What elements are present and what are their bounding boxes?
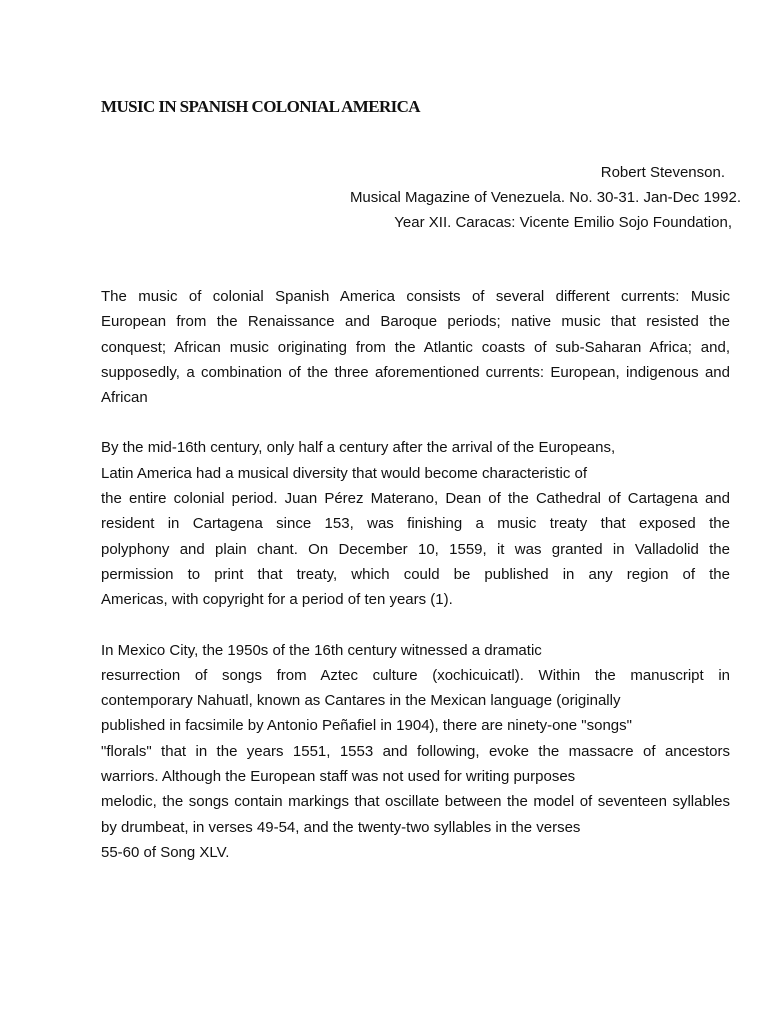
paragraph-line: polyphony and plain chant. On December 10, 1559, it was granted in Valladolid the bbox=[101, 540, 730, 558]
paragraph-line: conquest; African music originating from the Atlantic coasts of sub-Saharan Africa; and, bbox=[101, 338, 730, 356]
document-title: MUSIC IN SPANISH COLONIAL AMERICA bbox=[101, 97, 420, 116]
byline-publisher: Year XII. Caracas: Vicente Emilio Sojo Foundation, bbox=[394, 214, 732, 231]
paragraph-line: The music of colonial Spanish America consists of several different currents: Music bbox=[101, 288, 730, 305]
paragraph-line: African bbox=[101, 389, 148, 407]
paragraph-line: permission to print that treaty, which could be published in any region of the bbox=[101, 565, 730, 583]
paragraph-line: 55-60 of Song XLV. bbox=[101, 843, 230, 861]
paragraph-line: resurrection of songs from Aztec culture (xochicuicatl). Within the manuscript in bbox=[101, 666, 730, 684]
paragraph-line: warriors. Although the European staff was not used for writing purposes bbox=[101, 768, 576, 786]
paragraph-line: By the mid-16th century, only half a century after the arrival of the Europeans, bbox=[101, 439, 616, 457]
paragraph-line: European from the Renaissance and Baroque periods; native music that resisted the bbox=[101, 313, 730, 331]
paragraph-line: resident in Cartagena since 153, was finishing a music treaty that exposed the bbox=[101, 515, 730, 533]
body-text bbox=[101, 284, 730, 890]
byline bbox=[241, 160, 741, 235]
paragraph-line: contemporary Nahuatl, known as Cantares in the Mexican language (originally bbox=[101, 692, 621, 710]
paragraph-line: In Mexico City, the 1950s of the 16th century witnessed a dramatic bbox=[101, 641, 542, 659]
paragraph-line: supposedly, a combination of the three aforementioned currents: European, indigenous and bbox=[101, 363, 730, 381]
paragraph-line: Americas, with copyright for a period of ten years (1). bbox=[101, 591, 453, 609]
paragraph-line: Latin America had a musical diversity that would become characteristic of bbox=[101, 464, 588, 482]
byline-source: Musical Magazine of Venezuela. No. 30-31. Jan-Dec 1992. bbox=[349, 189, 741, 206]
paragraph-line: "florals" that in the years 1551, 1553 and following, evoke the massacre of ancestors bbox=[101, 742, 730, 760]
paragraph-line: by drumbeat, in verses 49-54, and the twenty-two syllables in the verses bbox=[101, 818, 581, 836]
paragraph-1 bbox=[101, 284, 730, 410]
paragraph-line: the entire colonial period. Juan Pérez Materano, Dean of the Cathedral of Cartagena and bbox=[101, 490, 730, 508]
paragraph-2 bbox=[101, 435, 730, 612]
paragraph-line: published in facsimile by Antonio Peñafiel in 1904), there are ninety-one "songs" bbox=[101, 717, 632, 735]
byline-author: Robert Stevenson. bbox=[600, 164, 725, 181]
paragraph-3 bbox=[101, 638, 730, 866]
paragraph-line: melodic, the songs contain markings that oscillate between the model of seventeen syllables bbox=[101, 793, 730, 811]
